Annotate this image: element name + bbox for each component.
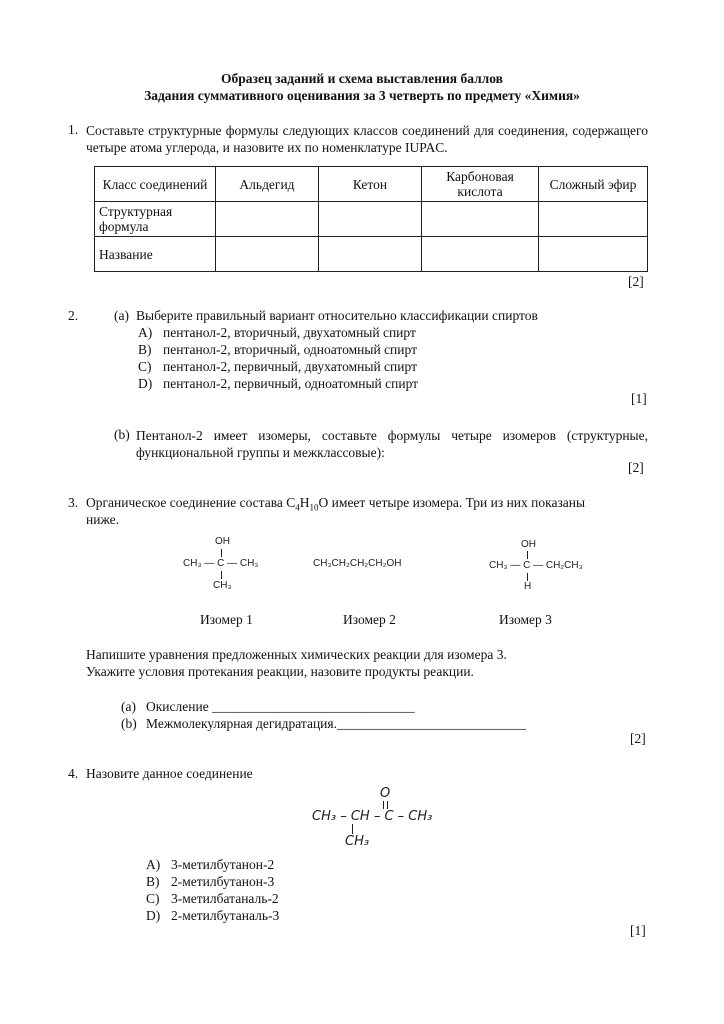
option-letter: B) (138, 342, 152, 357)
table-cell (319, 237, 422, 272)
option-letter: D) (138, 376, 153, 391)
q4-branch-bond (352, 824, 353, 834)
isomer3-bond-bottom (527, 573, 528, 581)
q2a-text: Выберите правильный вариант относительно классификации спиртов (136, 308, 538, 323)
q1-score: [2] (628, 274, 644, 289)
table-cell (539, 202, 648, 237)
q3-sub-c: 4 (295, 502, 300, 513)
option-text: 2-метилбутанон-3 (171, 874, 275, 889)
option-letter: B) (146, 874, 160, 889)
q3-sub-h: 10 (309, 502, 319, 513)
isomer3-main: CH₃ — C — CH₂CH₃ (489, 560, 583, 571)
q3-text-h: H (299, 495, 310, 510)
table-row-label: Структурная формула (95, 202, 216, 237)
q4-formula-main: CH₃ – CH – C – CH₃ (312, 809, 433, 824)
table-header-cell: Класс соединений (95, 167, 216, 202)
q2b-label: (b) (114, 427, 130, 442)
q3a-label: (a) (121, 699, 136, 714)
option-text: 3-метилбутанон-2 (171, 857, 275, 872)
q2b-text: Пентанол-2 имеет изомеры, составьте формулы четыре изомеров (структурные, функциональной группы и межклассовые): (136, 428, 648, 460)
isomer1-label: Изомер 1 (200, 612, 253, 627)
table-cell (422, 202, 539, 237)
isomer1-bond-bottom (221, 571, 222, 579)
q3-text-post: O имеет четыре изомера. Три из них показаны (318, 495, 586, 510)
q1-number: 1. (68, 122, 79, 137)
isomer1-bottom: CH₃ (213, 580, 232, 591)
isomer3-oh: OH (521, 539, 536, 550)
isomer1-bond-top (221, 549, 222, 557)
q2a-score: [1] (631, 391, 647, 406)
q2-number: 2. (68, 308, 79, 323)
option-text: пентанол-2, вторичный, двухатомный спирт (163, 325, 416, 340)
q4-double-bond-2 (387, 801, 388, 809)
isomer2-label: Изомер 2 (343, 612, 396, 627)
table-cell (539, 237, 648, 272)
option-letter: A) (146, 857, 161, 872)
q3-text-line1 (86, 495, 648, 516)
q4-double-bond-1 (383, 801, 384, 809)
q3-instruction-1: Напишите уравнения предложенных химических реакции для изомера 3. (86, 647, 507, 662)
page-title: Образец заданий и схема выставления баллов (221, 71, 503, 86)
q4-score: [1] (630, 923, 646, 938)
q4-formula-branch: CH₃ (345, 834, 370, 849)
isomer3-label: Изомер 3 (499, 612, 552, 627)
table-row (95, 202, 648, 237)
q4-text: Назовите данное соединение (86, 766, 253, 781)
isomer3-bottom: H (524, 581, 532, 592)
q1-table (94, 166, 648, 272)
option-text: пентанол-2, вторичный, одноатомный спирт (163, 342, 417, 357)
option-letter: A) (138, 325, 153, 340)
option-letter: C) (146, 891, 160, 906)
q3b-label: (b) (121, 716, 137, 731)
table-row-label: Название (95, 237, 216, 272)
table-header-cell: Сложный эфир (539, 167, 648, 202)
option-text: 3-метилбатаналь-2 (171, 891, 279, 906)
q3-text-pre: Органическое соединение состава C (86, 495, 296, 510)
q3-score: [2] (630, 731, 646, 746)
q4-formula-o: O (380, 786, 391, 801)
q3b-text: Межмолекулярная дегидратация.____________________________ (146, 716, 526, 731)
q4-number: 4. (68, 766, 79, 781)
option-letter: D) (146, 908, 161, 923)
q3-instruction-2: Укажите условия протекания реакции, назовите продукты реакции. (86, 664, 474, 679)
isomer1-oh: OH (215, 536, 230, 547)
q2a-label: (a) (114, 308, 129, 323)
table-header-row (95, 167, 648, 202)
isomer1-main: CH₃ — C — CH₃ (183, 558, 259, 569)
table-row (95, 237, 648, 272)
isomer3-bond-top (527, 551, 528, 559)
table-cell (319, 202, 422, 237)
page-subtitle: Задания суммативного оценивания за 3 четверть по предмету «Химия» (144, 88, 580, 103)
table-cell (422, 237, 539, 272)
option-text: 2-метилбутаналь-3 (171, 908, 280, 923)
q3-number: 3. (68, 495, 79, 510)
table-header-cell: Альдегид (216, 167, 319, 202)
q3a-text: Окисление ______________________________ (146, 699, 415, 714)
option-text: пентанол-2, первичный, двухатомный спирт (163, 359, 417, 374)
isomer2-main: CH₃CH₂CH₂CH₂OH (313, 558, 402, 569)
q3-text-line2: ниже. (86, 512, 119, 527)
table-header-cell: Кетон (319, 167, 422, 202)
table-header-cell: Карбоновая кислота (422, 167, 539, 202)
q2b-score: [2] (628, 460, 644, 475)
option-text: пентанол-2, первичный, одноатомный спирт (163, 376, 419, 391)
table-cell (216, 237, 319, 272)
option-letter: C) (138, 359, 152, 374)
table-cell (216, 202, 319, 237)
q1-text: Составьте структурные формулы следующих классов соединений для соединения, содержащего четыре атома углерода, и назовите их по номенклатуре IUPAC. (86, 123, 648, 155)
